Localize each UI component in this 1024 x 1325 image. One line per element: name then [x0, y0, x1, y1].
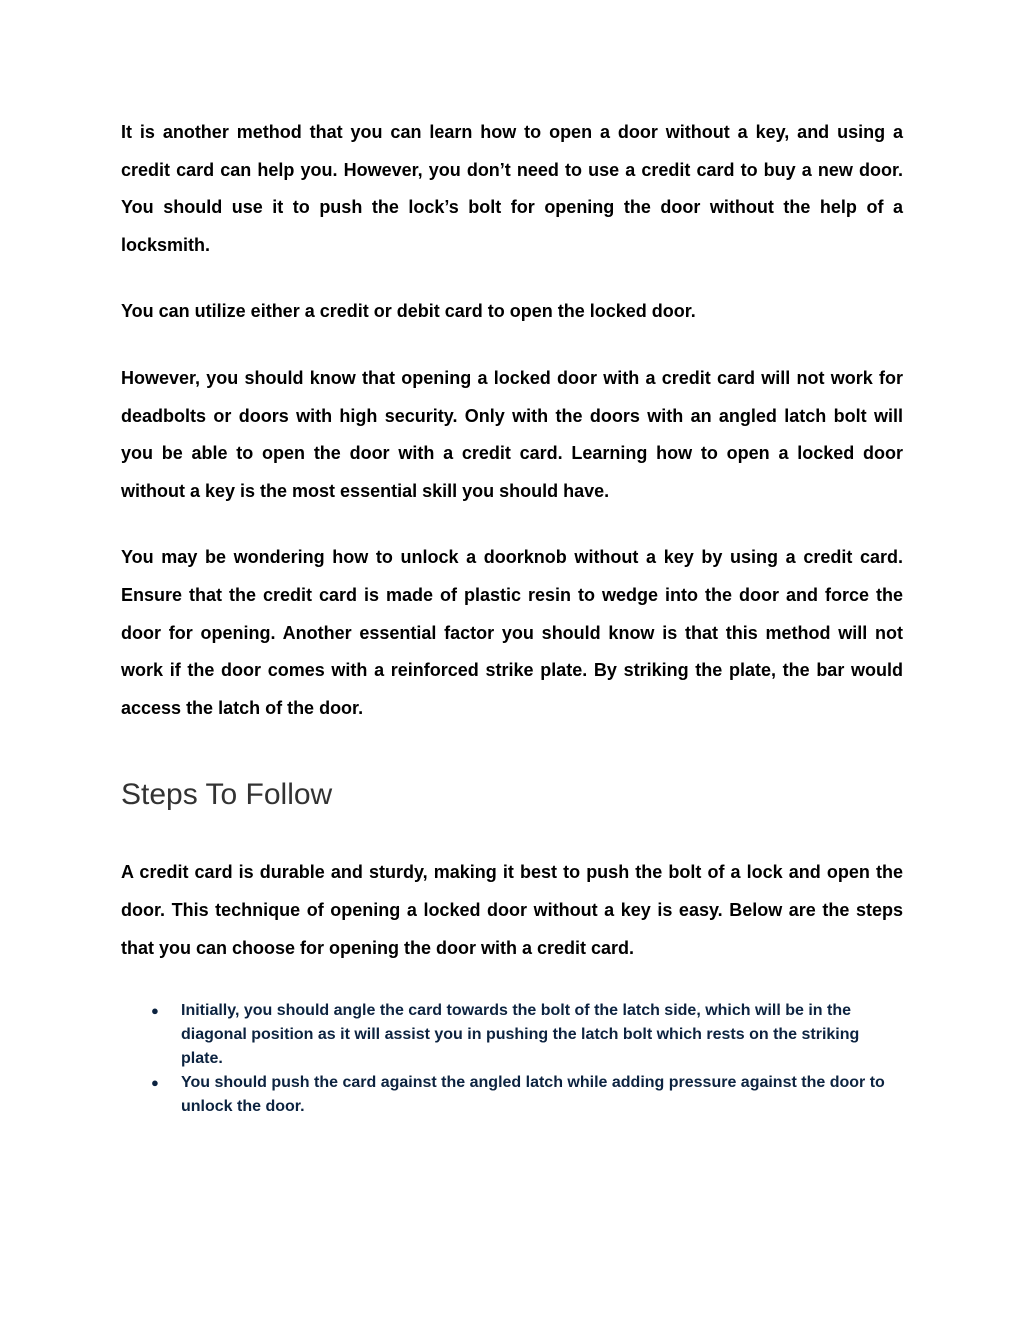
- paragraph-credit-or-debit: You can utilize either a credit or debit card to open the locked door.: [121, 301, 696, 322]
- paragraph-credit-card-method: It is another method that you can learn how to open a door without a key, and using a credit card can help you. However, you don’t need to use a credit card to buy a new door. You should use it to push the lock’s bolt for opening the door without the help of a locksmith.: [121, 122, 903, 255]
- list-item: [121, 1071, 903, 1119]
- document-page: [121, 114, 903, 1119]
- paragraph-deadbolt-warning: However, you should know that opening a locked door with a credit card will not work for deadbolts or doors with high security. Only with the doors with an angled latch bolt will you be able to open the door with a credit card. Learning how to open a locked door without a key is the most essential skill you should have.: [121, 367, 903, 501]
- list-item-text: Initially, you should angle the card towards the bolt of the latch side, which will be in the diagonal position as it will assist you in pushing the latch bolt which rests on the striking plate.: [181, 1002, 860, 1068]
- steps-list: [121, 999, 903, 1119]
- paragraph-plastic-resin: You may be wondering how to unlock a doorknob without a key by using a credit card. Ensure that the credit card is made of plastic resin to wedge into the door and force the door for opening. Another essential factor you should know is that this method will not work if the door comes with a reinforced strike plate. By striking the plate, the bar would access the latch of the door.: [121, 547, 903, 718]
- list-item-text: You should push the card against the angled latch while adding pressure against the door to unlock the door.: [181, 1074, 885, 1116]
- paragraph-steps-intro: A credit card is durable and sturdy, making it best to push the bolt of a lock and open the door. This technique of opening a locked door without a key is easy. Below are the steps that you can choose for opening the door with a credit card.: [121, 862, 903, 958]
- section-heading: Steps To Follow: [121, 778, 333, 812]
- bullet-icon: ●: [151, 1075, 159, 1091]
- list-item: [121, 999, 903, 1071]
- bullet-icon: ●: [151, 1003, 159, 1019]
